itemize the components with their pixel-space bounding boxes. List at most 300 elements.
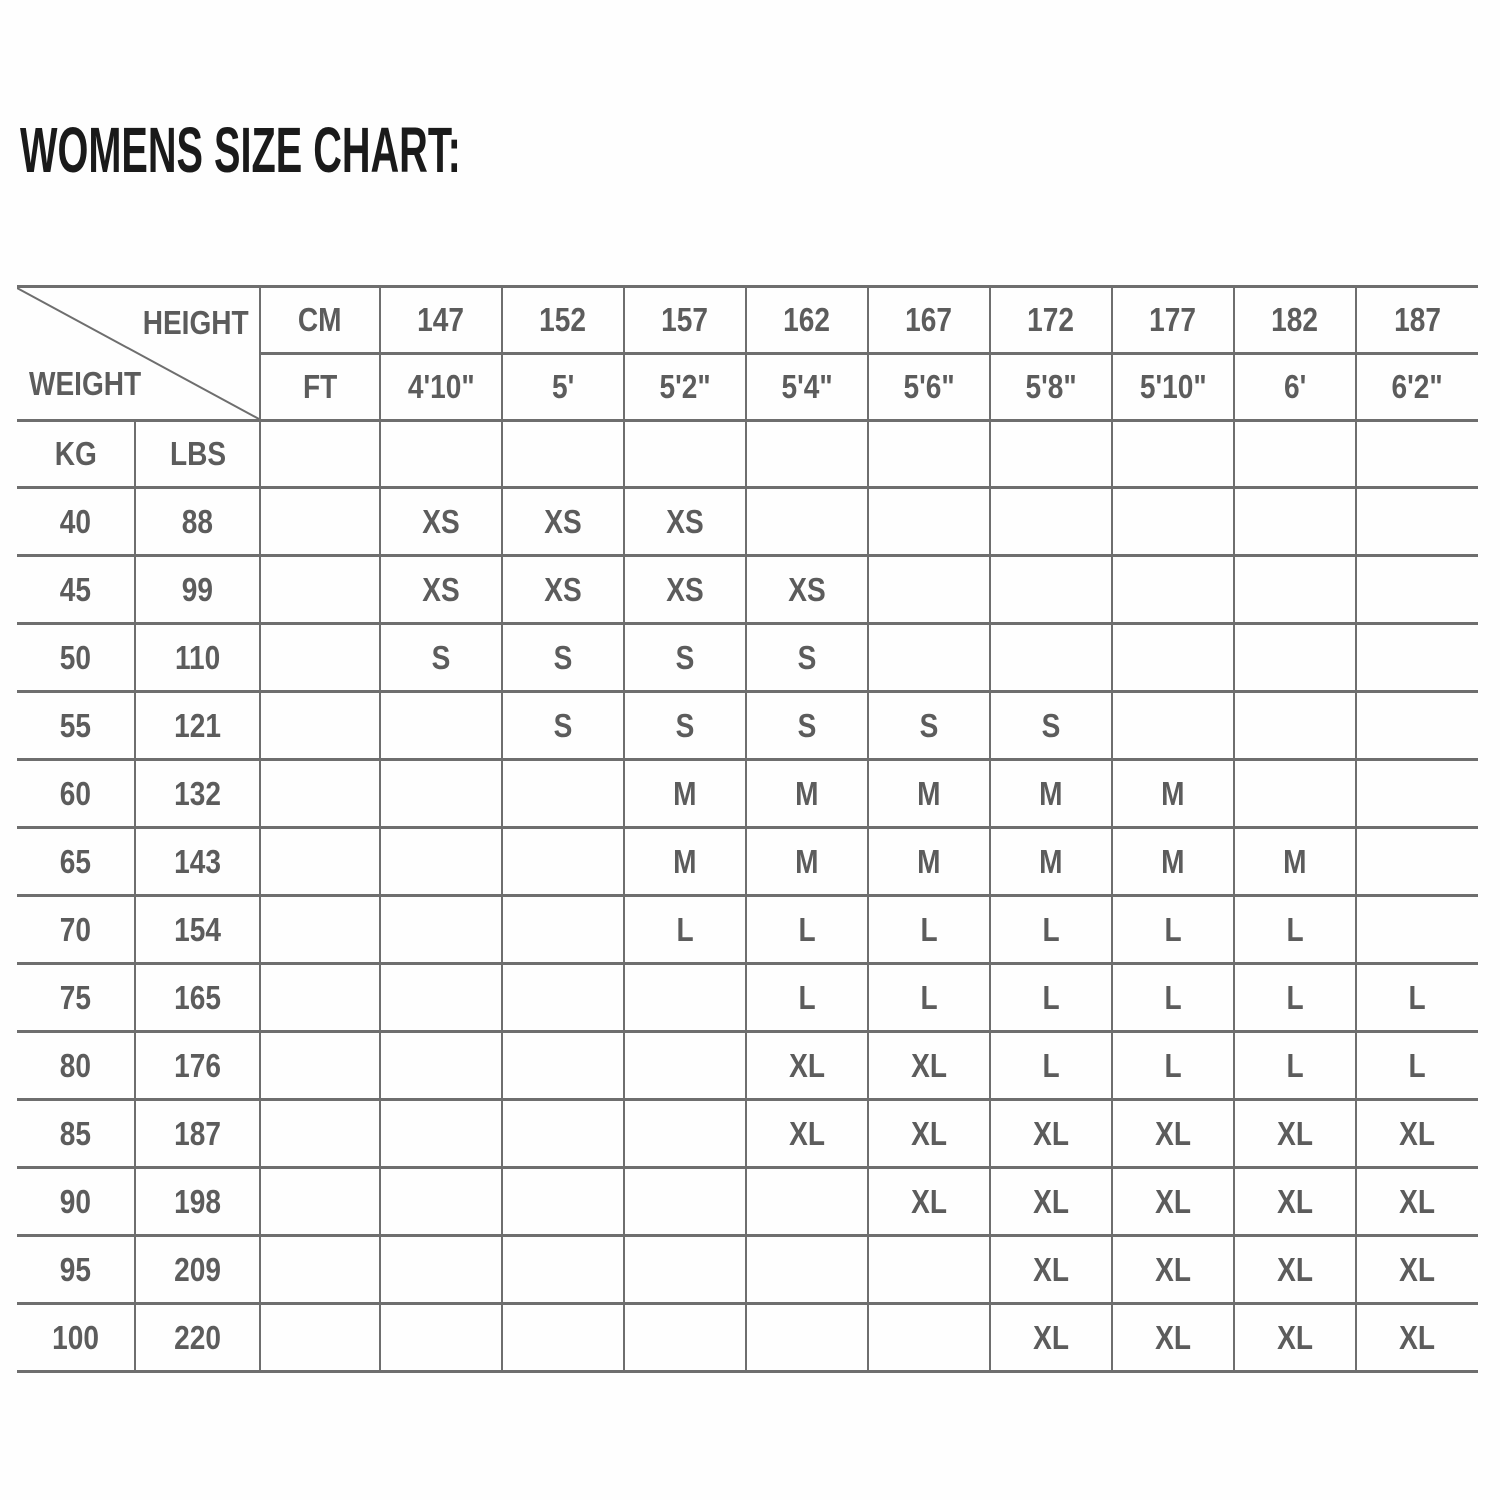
size-cell-empty [624,1304,746,1372]
size-cell-s-text: S [797,706,817,744]
size-cell-xl [1112,1304,1234,1372]
height-cm-172-text: 172 [1027,301,1075,338]
height-cm-172 [990,287,1112,354]
size-cell-xl [1356,1168,1478,1236]
lbs-header-cell [135,421,260,488]
height-cm-182 [1234,287,1356,354]
size-cell-s-text: S [919,706,939,744]
size-cell-empty [1356,556,1478,624]
lbs-value-text: 121 [174,706,221,744]
height-cm-157-text: 157 [661,301,709,338]
lbs-value [135,692,260,760]
weight-row-50 [17,624,1478,692]
size-cell-l [746,896,868,964]
lbs-value-text: 154 [174,910,221,948]
height-cm-187 [1356,287,1478,354]
size-cell-xl-text: XL [1399,1182,1436,1220]
size-cell-xs-text: XS [422,502,460,540]
size-cell-m [746,760,868,828]
size-cell-empty [624,1236,746,1304]
size-cell-xs-text: XS [544,570,582,608]
size-cell-l [624,896,746,964]
size-cell-xs [502,556,624,624]
size-cell-m-text: M [917,842,941,880]
size-cell-m [1112,828,1234,896]
size-cell-xl-text: XL [1033,1114,1069,1152]
size-cell-xl-text: XL [911,1046,947,1084]
kg-value [17,1236,135,1304]
size-cell-xs-text: XS [788,570,826,608]
size-cell-empty [380,1032,502,1100]
size-cell-l [1234,1032,1356,1100]
size-cell-s-text: S [553,706,573,744]
height-ft-177 [1112,354,1234,421]
size-cell-xs [380,488,502,556]
height-ft-157 [624,354,746,421]
size-cell-empty [502,1236,624,1304]
size-cell-m [990,828,1112,896]
kg-value [17,760,135,828]
empty-cell [1234,421,1356,488]
size-cell-empty [1356,760,1478,828]
size-cell-xl-text: XL [1033,1250,1069,1288]
lbs-value [135,1100,260,1168]
size-cell-empty [502,1304,624,1372]
height-cm-187-text: 187 [1394,301,1441,338]
size-cell-empty [1234,556,1356,624]
size-cell-xl-text: XL [911,1114,947,1152]
size-cell-l-text: L [676,910,694,948]
height-cm-row [17,287,1478,354]
size-cell-empty [380,1100,502,1168]
size-cell-l [990,1032,1112,1100]
unit-empty-cell [260,964,380,1032]
unit-empty-cell [260,1032,380,1100]
size-cell-empty [868,1236,990,1304]
size-cell-xl [746,1100,868,1168]
size-cell-empty [380,828,502,896]
size-cell-s-text: S [553,638,573,676]
size-cell-s-text: S [431,638,451,676]
size-cell-s [502,692,624,760]
size-cell-m-text: M [1161,774,1185,812]
empty-unit-cell [260,421,380,488]
lbs-value-text: 110 [174,638,221,676]
kg-value [17,556,135,624]
corner-cell [17,287,260,421]
size-cell-empty [380,692,502,760]
weight-row-70 [17,896,1478,964]
size-cell-xl-text: XL [789,1046,825,1084]
kg-value-text: 100 [52,1318,99,1356]
height-ft-172 [990,354,1112,421]
size-cell-xl-text: XL [1399,1318,1436,1356]
height-ft-167 [868,354,990,421]
size-cell-l-text: L [1286,910,1304,948]
size-cell-l [746,964,868,1032]
lbs-value [135,1304,260,1372]
lbs-value-text: 187 [174,1114,221,1152]
size-cell-empty [1356,488,1478,556]
kg-value [17,828,135,896]
size-cell-xl [1356,1236,1478,1304]
size-cell-m [746,828,868,896]
kg-value-text: 45 [59,570,92,608]
weight-axis-label: WEIGHT [29,365,142,402]
unit-empty-cell [260,488,380,556]
lbs-value-text: 165 [174,978,221,1016]
size-cell-xs [746,556,868,624]
lbs-value [135,488,260,556]
empty-cell [746,421,868,488]
kg-value-text: 85 [59,1114,92,1152]
weight-row-95 [17,1236,1478,1304]
size-cell-xl-text: XL [1277,1318,1313,1356]
lbs-label: LBS [169,435,226,472]
size-cell-l-text: L [920,910,938,948]
unit-empty-cell [260,760,380,828]
size-cell-empty [746,1236,868,1304]
size-cell-xs-text: XS [666,502,704,540]
size-cell-xl [1234,1236,1356,1304]
kg-value-text: 40 [59,502,92,540]
size-cell-empty [990,488,1112,556]
size-cell-empty [624,1100,746,1168]
size-cell-xl-text: XL [789,1114,825,1152]
kg-value-text: 95 [59,1250,92,1288]
weight-row-65 [17,828,1478,896]
lbs-value-text: 176 [174,1046,221,1084]
size-cell-xl-text: XL [1155,1318,1191,1356]
weight-row-75 [17,964,1478,1032]
lbs-value [135,1032,260,1100]
size-cell-empty [1112,488,1234,556]
cm-label: CM [298,301,342,338]
lbs-value [135,896,260,964]
weight-row-45 [17,556,1478,624]
size-cell-m-text: M [673,774,697,812]
size-cell-empty [380,964,502,1032]
size-cell-l-text: L [1042,978,1060,1016]
size-cell-l-text: L [1164,910,1182,948]
height-ft-182-text: 6' [1283,368,1307,405]
lbs-value-text: 88 [181,502,214,540]
size-cell-m [1112,760,1234,828]
size-cell-l [868,896,990,964]
lbs-value [135,760,260,828]
size-cell-l [868,964,990,1032]
height-ft-162 [746,354,868,421]
size-cell-empty [1234,624,1356,692]
size-cell-xl-text: XL [1399,1250,1436,1288]
size-cell-s-text: S [675,638,695,676]
size-cell-m-text: M [673,842,697,880]
size-cell-l [1112,964,1234,1032]
size-cell-empty [868,624,990,692]
kg-value-text: 70 [59,910,92,948]
height-cm-177-text: 177 [1149,301,1197,338]
size-cell-m-text: M [917,774,941,812]
size-cell-m-text: M [1039,774,1063,812]
weight-row-100 [17,1304,1478,1372]
kg-value-text: 65 [59,842,92,880]
height-cm-167 [868,287,990,354]
size-cell-l-text: L [798,910,816,948]
size-cell-m [1234,828,1356,896]
size-cell-xl [868,1168,990,1236]
kg-value [17,964,135,1032]
lbs-value [135,828,260,896]
size-cell-s-text: S [797,638,817,676]
size-cell-empty [990,624,1112,692]
height-cm-152 [502,287,624,354]
size-cell-empty [1356,624,1478,692]
kg-value [17,1168,135,1236]
size-cell-s [624,692,746,760]
size-cell-l-text: L [798,978,816,1016]
height-ft-152 [502,354,624,421]
height-ft-167-text: 5'6" [903,368,955,405]
lbs-value-text: 209 [174,1250,221,1288]
unit-empty-cell [260,692,380,760]
size-cell-empty [502,828,624,896]
height-ft-147-text: 4'10" [407,368,475,405]
size-cell-xs [502,488,624,556]
lbs-value-text: 198 [174,1182,221,1220]
size-cell-empty [624,1032,746,1100]
size-cell-xl-text: XL [1155,1114,1191,1152]
size-cell-empty [380,1236,502,1304]
size-table [17,285,1478,1373]
lbs-value [135,624,260,692]
size-cell-empty [1356,896,1478,964]
kg-value [17,1100,135,1168]
size-cell-s [990,692,1112,760]
ft-label: FT [302,368,338,405]
weight-row-55 [17,692,1478,760]
height-ft-147 [380,354,502,421]
height-ft-152-text: 5' [551,368,575,405]
size-table-body [17,488,1478,1372]
size-cell-xs-text: XS [544,502,582,540]
kg-value [17,896,135,964]
empty-cell [1356,421,1478,488]
empty-cell [624,421,746,488]
size-cell-l [1356,964,1478,1032]
size-cell-xl [990,1236,1112,1304]
lbs-value [135,1168,260,1236]
unit-cell-ft [260,354,380,421]
size-cell-l-text: L [1042,1046,1060,1084]
size-cell-m [990,760,1112,828]
size-cell-empty [990,556,1112,624]
size-cell-xl [868,1032,990,1100]
size-cell-l-text: L [1408,978,1427,1016]
size-cell-xl [990,1304,1112,1372]
size-cell-empty [1112,556,1234,624]
weight-row-90 [17,1168,1478,1236]
size-cell-empty [380,760,502,828]
size-cell-s [868,692,990,760]
size-cell-l [990,896,1112,964]
kg-header-cell [17,421,135,488]
size-cell-xl-text: XL [1155,1250,1191,1288]
size-cell-xl [1356,1100,1478,1168]
size-cell-empty [380,1168,502,1236]
size-cell-xs [624,556,746,624]
height-cm-157 [624,287,746,354]
size-cell-l-text: L [1408,1046,1427,1084]
size-cell-empty [1356,828,1478,896]
kg-value-text: 75 [59,978,92,1016]
size-cell-xl-text: XL [911,1182,947,1220]
size-cell-empty [380,1304,502,1372]
size-cell-empty [1112,624,1234,692]
kg-value [17,488,135,556]
size-cell-xl-text: XL [1033,1318,1069,1356]
size-cell-xl [1234,1168,1356,1236]
unit-empty-cell [260,1100,380,1168]
size-cell-l [1234,964,1356,1032]
unit-empty-cell [260,624,380,692]
size-cell-l [1112,896,1234,964]
weight-row-60 [17,760,1478,828]
kg-value-text: 55 [59,706,92,744]
size-cell-s [624,624,746,692]
size-cell-xl [990,1168,1112,1236]
height-ft-177-text: 5'10" [1139,368,1207,405]
size-cell-xl [1112,1100,1234,1168]
unit-empty-cell [260,1236,380,1304]
size-cell-empty [868,556,990,624]
unit-empty-cell [260,556,380,624]
size-cell-xl-text: XL [1155,1182,1191,1220]
size-cell-xl [1234,1304,1356,1372]
size-cell-m [624,760,746,828]
size-cell-m [868,760,990,828]
lbs-value [135,556,260,624]
size-cell-l-text: L [1286,978,1304,1016]
size-cell-xl [868,1100,990,1168]
size-cell-l-text: L [1042,910,1060,948]
kg-value-text: 60 [59,774,92,812]
lbs-value-text: 220 [174,1318,221,1356]
size-cell-xl-text: XL [1033,1182,1069,1220]
size-cell-l [1356,1032,1478,1100]
size-cell-s [380,624,502,692]
lbs-value-text: 99 [181,570,214,608]
height-cm-147 [380,287,502,354]
size-cell-m-text: M [1039,842,1063,880]
empty-cell [502,421,624,488]
size-cell-xs-text: XS [422,570,460,608]
size-cell-xl [1356,1304,1478,1372]
empty-cell [1112,421,1234,488]
size-cell-empty [746,1168,868,1236]
kg-value-text: 80 [59,1046,92,1084]
empty-cell [990,421,1112,488]
unit-empty-cell [260,896,380,964]
size-cell-empty [502,1168,624,1236]
height-cm-177 [1112,287,1234,354]
size-cell-s-text: S [675,706,695,744]
kg-value [17,624,135,692]
size-cell-empty [1112,692,1234,760]
kg-value [17,692,135,760]
empty-cell [380,421,502,488]
weight-row-40 [17,488,1478,556]
size-cell-xl [1234,1100,1356,1168]
empty-cell [868,421,990,488]
size-cell-empty [624,964,746,1032]
height-axis-label: HEIGHT [143,304,249,341]
size-cell-xl [746,1032,868,1100]
size-cell-l-text: L [1164,1046,1182,1084]
size-cell-empty [746,1304,868,1372]
size-cell-m [868,828,990,896]
weight-row-85 [17,1100,1478,1168]
size-cell-s [746,624,868,692]
lbs-value-text: 132 [174,774,221,812]
height-ft-187-text: 6'2" [1391,368,1444,405]
size-cell-xl-text: XL [1399,1114,1436,1152]
unit-empty-cell [260,828,380,896]
size-cell-empty [1234,760,1356,828]
height-ft-162-text: 5'4" [781,368,833,405]
size-cell-l [1112,1032,1234,1100]
size-cell-xl-text: XL [1277,1250,1313,1288]
size-cell-l-text: L [1164,978,1182,1016]
size-cell-l [1234,896,1356,964]
height-ft-172-text: 5'8" [1025,368,1077,405]
height-cm-182-text: 182 [1271,301,1319,338]
height-cm-147-text: 147 [417,301,465,338]
unit-cell-cm [260,287,380,354]
size-cell-l-text: L [1286,1046,1304,1084]
kg-value [17,1304,135,1372]
size-cell-xl [1112,1168,1234,1236]
height-ft-182 [1234,354,1356,421]
lbs-value [135,964,260,1032]
size-cell-m-text: M [795,774,819,812]
kg-value-text: 90 [59,1182,92,1220]
kg-value [17,1032,135,1100]
size-cell-xl [1112,1236,1234,1304]
size-cell-m-text: M [1161,842,1185,880]
height-cm-167-text: 167 [905,301,953,338]
size-cell-m [624,828,746,896]
size-cell-empty [502,964,624,1032]
size-cell-s-text: S [1041,706,1061,744]
weight-row-80 [17,1032,1478,1100]
size-cell-s [746,692,868,760]
size-cell-s [502,624,624,692]
size-cell-empty [1234,488,1356,556]
size-cell-xs [380,556,502,624]
size-cell-empty [502,760,624,828]
size-cell-xs-text: XS [666,570,704,608]
size-cell-empty [746,488,868,556]
size-cell-empty [380,896,502,964]
kg-label: KG [54,435,97,472]
size-cell-m-text: M [795,842,819,880]
size-cell-empty [1356,692,1478,760]
size-cell-m-text: M [1283,842,1307,880]
size-cell-xs [624,488,746,556]
size-cell-empty [502,1100,624,1168]
size-cell-l [990,964,1112,1032]
height-cm-152-text: 152 [539,301,587,338]
